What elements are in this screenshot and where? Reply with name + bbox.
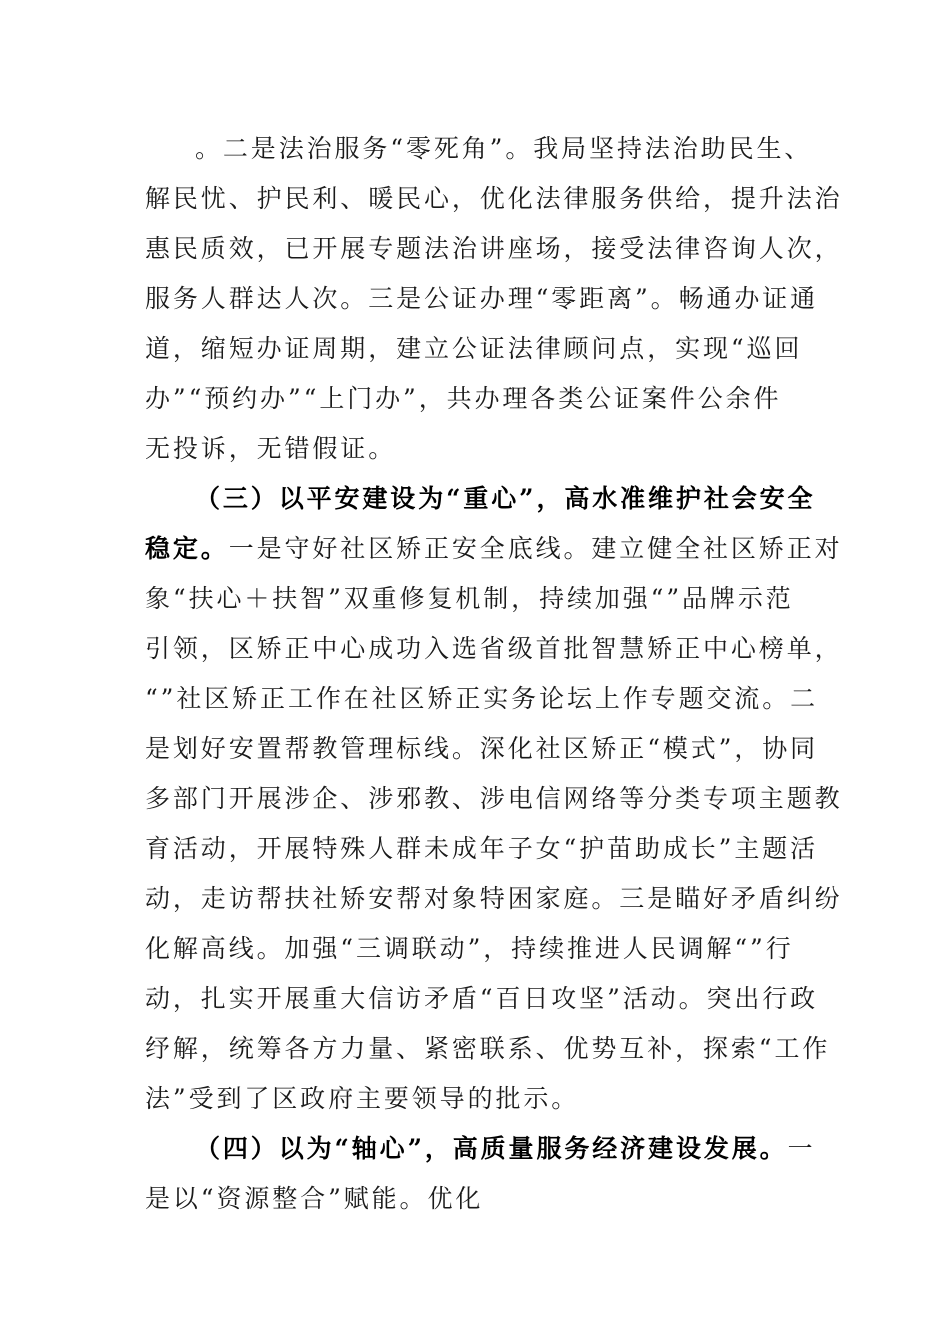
section-3-heading-end: 稳定。 (145, 534, 229, 563)
paragraph-1-line-5: 道，缩短办证周期，建立公证法律顾问点，实现“巡回 (145, 334, 803, 363)
paragraph-3-line-1 (145, 1124, 816, 1174)
paragraph-2-line-12: 纾解，统筹各方力量、紧密联系、优势互补，探索“工作 (145, 1034, 831, 1063)
paragraph-2-line-13: 法”受到了区政府主要领导的批示。 (145, 1084, 580, 1113)
document-body (145, 124, 843, 1224)
paragraph-1-line-7: 无投诉，无错假证。 (145, 434, 397, 463)
paragraph-2-line-7: 多部门开展涉企、涉邪教、涉电信网络等分类专项主题教 (145, 784, 843, 813)
paragraph-2-line-2 (145, 524, 843, 574)
paragraph-1-line-1: 。二是法治服务“零死角”。我局坚持法治助民生、 (195, 134, 813, 163)
paragraph-2-line-8: 育活动，开展特殊人群未成年子女“护苗助成长”主题活 (145, 834, 819, 863)
paragraph-1-line-4: 服务人群达人次。三是公证办理“零距离”。畅通办证通 (145, 284, 819, 313)
paragraph-2-line-6: 是划好安置帮教管理标线。深化社区矫正“模式”，协同 (145, 734, 819, 763)
paragraph-1-line-2: 解民忧、护民利、暖民心，优化法律服务供给，提升法治 (145, 184, 843, 213)
paragraph-1-line-6: 办”“预约办”“上门办”，共办理各类公证案件公余件 (145, 384, 782, 413)
paragraph-2-line-5: “”社区矫正工作在社区矫正实务论坛上作专题交流。二 (145, 684, 819, 713)
paragraph-3-line-1-text: 一 (787, 1134, 816, 1163)
paragraph-2-line-10: 化解高线。加强“三调联动”，持续推进人民调解“”行 (145, 934, 794, 963)
paragraph-2-line-4: 引领，区矫正中心成功入选省级首批智慧矫正中心榜单， (145, 634, 843, 663)
paragraph-3-line-2: 是以“资源整合”赋能。优化 (145, 1184, 484, 1213)
paragraph-2-line-9: 动，走访帮扶社矫安帮对象特困家庭。三是瞄好矛盾纠纷 (145, 884, 843, 913)
section-3-heading: （三）以平安建设为“重心”，高水准维护社会安全 (195, 484, 816, 513)
paragraph-1-line-3: 惠民质效，已开展专题法治讲座场，接受法律咨询人次， (145, 234, 843, 263)
paragraph-2-line-11: 动，扎实开展重大信访矛盾“百日攻坚”活动。突出行政 (145, 984, 819, 1013)
section-4-heading: （四）以为“轴心”，高质量服务经济建设发展。 (195, 1134, 788, 1163)
paragraph-2-line-2-text: 一是守好社区矫正安全底线。建立健全社区矫正对 (228, 534, 843, 563)
paragraph-2-line-3: 象“扶心＋扶智”双重修复机制，持续加强“”品牌示范 (145, 584, 794, 613)
